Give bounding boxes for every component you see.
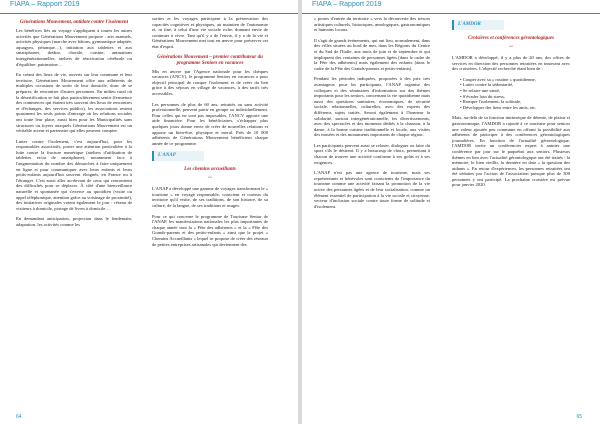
list-item: • Rompre l'isolement, la solitude, xyxy=(460,99,570,105)
paragraph: Mais, au-delà de sa fonction intrinsèque de détente, de plaisir et gastronomique, l'AMDOR a rajouté à ce tourisme pour seniors une valeur ajoutée peu commune en offrant la possibilité aux adhérents de participer à des conférences gérontologiques journalières. En fonction de l'actualité gérontologique, l'AMDOR invite un conférencier expert à animer une conférence par jour sur le paquebot aux seniors. Plusieurs thèmes en lien avec l'actualité gérontologique ont été traités : la mémoire, le bien vieillir, la dernière en date « la question des aidants ». En retour d'expériences, les personnes retraitées ont été séduites par l'action de l'association puisque plus de 300 personnes y ont participé. La prochaine croisière est prévue pour janvier 2020. xyxy=(452,115,570,188)
list-item: • Se refaire une santé, xyxy=(460,88,570,94)
paragraph: Lutter contre l'isolement, c'est aujourd'hui, pour les responsables associatifs, porter une attention particulière à la lutte contre la fracture numérique (ateliers d'utilisation de tablettes et/ou de smartphone), notamment face à l'augmentation du nombre des démarches à faire uniquement en ligne et pour communiquer avec leurs enfants et leurs petits-enfants aujourd'hui souvent éloignés, en France ou à l'étranger. C'est aussi aller au-devant de ceux qui rencontrent des difficultés pour se déplacer. À côté d'une bienveillance naturelle et spontanée qui s'exerce au quotidien (visite ou appel téléphonique, attention grâce au voisinage de proximité), des initiatives originales voient également le jour : réseau de visiteurs à domicile, portage de livres à domicile… xyxy=(16,138,132,211)
paragraph: Les personnes de plus de 60 ans, retraités ou sans activité professionnelle, peuvent partir en groupe ou individuellement. Pour celles qui ne sont pas imposables, l'ANCV apporte une aide financière. Pour les bénéficiaires, s'échapper plus quelques jours donne envie de créer de nouvelles relations et apporte un bien-être, physique et moral. Près de 10 000 adhérents de Générations Mouvement bénéficient chaque année de ce programme. xyxy=(152,101,268,146)
paragraph: L'AMDOR a développé, il y a plus de 20 ans, des offres de services en direction des personnes retraitées en innovant avec des croisières. L'objectif recherché étant bien de : xyxy=(452,55,570,72)
page-number: 64 xyxy=(16,414,22,420)
page-header xyxy=(0,0,298,14)
list-item: • Développer des liens entre les amis, etc. xyxy=(460,105,570,111)
paragraph: Les participants peuvent aussi se relaxer, dialoguer ou faire du sport s'ils le désirent. Il y a beaucoup de choix, permettant à chacun de trouver une activité conforme à ses goûts et à ses exigences. xyxy=(314,142,430,165)
left-page xyxy=(0,0,298,424)
paragraph: L'ANAP n'est pas une agence de tourisme, mais ses représentants et bénévoles sont conscients de l'importance du tourisme comme une activité faisant la promotion de la vie active des personnes âgées et de leur socialisation, comme un élément essentiel de participation à la vie sociale et citoyenne, vecteur d'inclusion sociale contre toute forme de solitude et d'isolement. xyxy=(314,170,430,209)
paragraph: « portes d'entrée du territoire » vers la découverte des trésors artistiques culturels, historiques, œnologiques, gastronomiques et humains locaux. xyxy=(314,16,430,33)
section-title: Les chemins accueillants xyxy=(184,167,236,173)
header-title: FIAPA – Rapport 2019 xyxy=(312,1,382,8)
paragraph: En créant des lieux de vie, ouverts sur leur commune et leur territoire, Générations Mouvement offre aux adhérents de multiples occasions de sortir de leur domicile, donc de se préparer, de rencontrer d'autres personnes. En milieu rural où la désertification se fait plus particulièrement sentir (fermeture des commerces qui étaient très souvent des lieux de rencontres et d'échanges, des services publics), les associations restent quasiment les seuls points d'ancrage où les relations sociales ont toute leur place, aussi bien pour les Municipalités sans structures ou foyers auxquels Générations Mouvement est un véritable acteur et partenaire qui elles peuvent compter. xyxy=(16,72,132,134)
section-title: Générations Mouvement – premier contributeur du programme Seniors en vacances xyxy=(157,54,263,66)
left-column-1 xyxy=(16,16,132,233)
bullet-list xyxy=(460,77,570,111)
section-title: Générations Mouvement, antidote contre l'isolement xyxy=(19,20,129,25)
list-item: • S'évader loin du stress, xyxy=(460,94,570,100)
header-title: FIAPA – Rapport 2019 xyxy=(10,1,80,8)
right-column-2 xyxy=(452,16,570,193)
paragraph: Il s'agit de grands événements, qui ont lieu, normalement, dans des villes situées au bord de mer, dans les Régions du Centre et du Sud de l'Italie, aux mois de juin et de septembre et qui impliquent des centaines de personnes âgées (dans le cadre de la Fête des adhérents) mais également des enfants (dans le cadre de la Fête des Grands-parents et petits-enfants). xyxy=(314,37,430,71)
paragraph: Mis en œuvre par l'Agence nationale pour les chèques vacances (ANCV), le programme Seniors en vacances a pour objectif principal de rompre l'isolement et de créer du lien grâce à des séjours en village de vacances, à des tarifs très accessibles. xyxy=(152,68,268,96)
paragraph: Pour ce qui concerne le programme de Tourisme Senior de l'ANAP, les manifestations nationales les plus importantes de chaque année sont la « Fête des adhérents » et la « Fête des Grands-parents et des petits-enfants » ainsi que le projet « Chemins Accueillants » lequel se propose de créer des réseaux de petites entreprises artisanales qui deviennent des xyxy=(152,213,268,247)
paragraph: Pendant les périodes indiquées, proposées à des prix très avantageux pour les participants, l'ANAP organise des colloques et des séminaires d'information sur des thèmes importants pour les seniors, concernant la vie quotidienne mais aussi des questions sanitaires, économiques, de sécurité sociale, relationnelles, culturelles, avec des experts des différents sujets traités. Seront également à l'honneur la solidarité, surtout intergénérationnelle, les divertissements, avec des spectacles et des moments dédiés à la chanson, à la danse, à la bonne cuisine traditionnelle et locale, aux visites des musées et des monuments importants de chaque région. xyxy=(314,76,430,138)
paragraph: En demandant anticipation, projection dans le lendemain, adaptation, les activités comme les xyxy=(16,216,132,227)
ornament-divider: ~ xyxy=(208,174,212,183)
page-header xyxy=(302,0,600,14)
page-number: 65 xyxy=(576,414,582,420)
left-column-2 xyxy=(152,16,268,252)
section-title: Croisières et conférences gérontologiques xyxy=(468,36,554,41)
organization-tag: L'ANAP xyxy=(152,151,204,161)
ornament-divider: ~ xyxy=(509,43,513,51)
list-item: • Lutter contre la sédentarité, xyxy=(460,82,570,88)
paragraph: Les bénéfices liés au voyage s'appliquent à toutes les autres activités que Générations Mouvement propose : arts manuels, activités physiques (marche avec bâtons, gymnastique adaptée, aquagym, pétanque…), initiation aux tablettes et aux smartphones, théâtre, chorale, cuisine, animations intergénérationnelles, ateliers de réactivation cérébrale ou d'équilibre, patrimoine… xyxy=(16,28,132,67)
right-column-1 xyxy=(314,16,430,214)
paragraph: L'ANAP a développé une gamme de voyages transformant le « tourisme » en voyage responsable, conscient et curieux du territoire qu'il visite, de ses traditions, de son histoire, de sa culture, de la langue, de ses traditions et usages. xyxy=(152,186,268,209)
list-item: • Couper avec sa « routine » quotidienne, xyxy=(460,77,570,83)
paragraph: sorties et les voyages participent à la préservation des capacités cognitives et physiques, au maintien de l'autonomie et, in fine, à celui d'une vie sociale riche, donnant envie de continuer à vivre. Tant qu'il y a de l'envie, il y a de la vie et Générations Mouvement met tout en œuvre pour préserver cet état d'esprit. xyxy=(152,16,268,49)
organization-tag: L'AMDOR xyxy=(452,20,504,30)
right-page xyxy=(302,0,600,424)
